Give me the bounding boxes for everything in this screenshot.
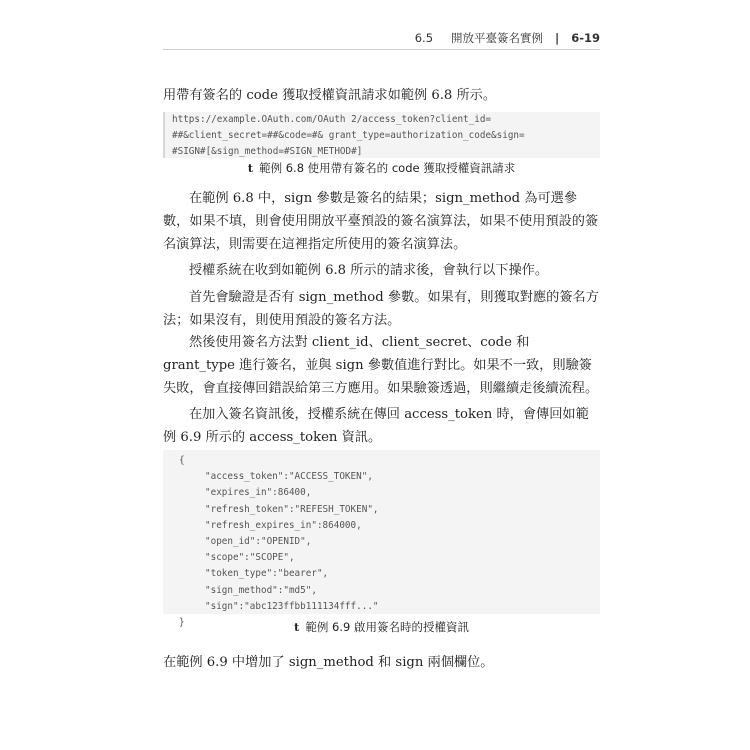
code-line: "open_id":"OPENID", — [205, 535, 312, 547]
caption-marker-icon: t — [294, 620, 300, 634]
closing-paragraph: 在範例 6.9 中增加了 sign_method 和 sign 兩個欄位。 — [163, 655, 494, 670]
body-paragraph-3: 首先會驗證是否有 sign_method 參數。如果有，則獲取對應的簽名方法；如果沒有，則使用預設的簽名方法。 — [163, 290, 599, 328]
code-line: #SIGN#[&sign_method=#SIGN_METHOD#] — [172, 146, 363, 157]
code-line: "refresh_expires_in":864000, — [205, 519, 362, 531]
code-line: "token_type":"bearer", — [205, 568, 329, 580]
body-paragraph-4: 然後使用簽名方法對 client_id、client_secret、code 和 grant_type 進行簽名，並與 sign 參數值進行對比。如果不一致，則驗簽失敗，會直接傳回錯誤給第三方應用。如果驗簽透過，則繼續走後續流程。 — [163, 335, 599, 396]
example-6-8-code — [163, 112, 600, 158]
code-line: "sign_method":"md5", — [205, 584, 317, 596]
caption-text: 範例 6.8 使用帶有簽名的 code 獲取授權資訊請求 — [259, 161, 516, 175]
example-6-8-caption — [163, 160, 600, 176]
code-close-brace: } — [179, 616, 185, 628]
code-line: "refresh_token":"REFESH_TOKEN", — [205, 503, 379, 515]
header-divider — [163, 49, 600, 50]
example-6-9-caption — [163, 619, 600, 635]
body-paragraph-1: 在範例 6.8 中，sign 參數是簽名的結果；sign_method 為可選參數，如果不填，則會使用開放平臺預設的簽名演算法，如果不使用預設的簽名演算法，則需要在這裡指定所使用的簽名演算法。 — [163, 191, 599, 252]
code-open-brace: { — [179, 455, 185, 466]
page-number: 6-19 — [571, 31, 600, 45]
code-line: https://example.OAuth.com/OAuth 2/access_token?client_id= — [172, 114, 492, 125]
code-line: "sign":"abc123ffbb111134fff..." — [205, 600, 379, 612]
intro-paragraph: 用帶有簽名的 code 獲取授權資訊請求如範例 6.8 所示。 — [163, 88, 497, 103]
body-paragraph-5: 在加入簽名資訊後，授權系統在傳回 access_token 時，會傳回如範例 6.9 所示的 access_token 資訊。 — [163, 407, 589, 445]
running-header — [415, 30, 600, 46]
caption-text: 範例 6.9 啟用簽名時的授權資訊 — [305, 620, 469, 634]
code-line: ##&client_secret=##&code=#& grant_type=authorization_code&sign= — [172, 130, 525, 141]
header-section-title: 開放平臺簽名實例 — [451, 31, 544, 45]
header-separator: | — [555, 31, 560, 45]
code-line: "access_token":"ACCESS_TOKEN", — [205, 471, 373, 483]
code-line: "scope":"SCOPE", — [205, 552, 295, 564]
header-section-number: 6.5 — [414, 31, 434, 45]
code-line: "expires_in":86400, — [205, 487, 312, 499]
caption-marker-icon: t — [247, 161, 254, 175]
body-paragraph-2: 授權系統在收到如範例 6.8 所示的請求後，會執行以下操作。 — [189, 263, 549, 278]
